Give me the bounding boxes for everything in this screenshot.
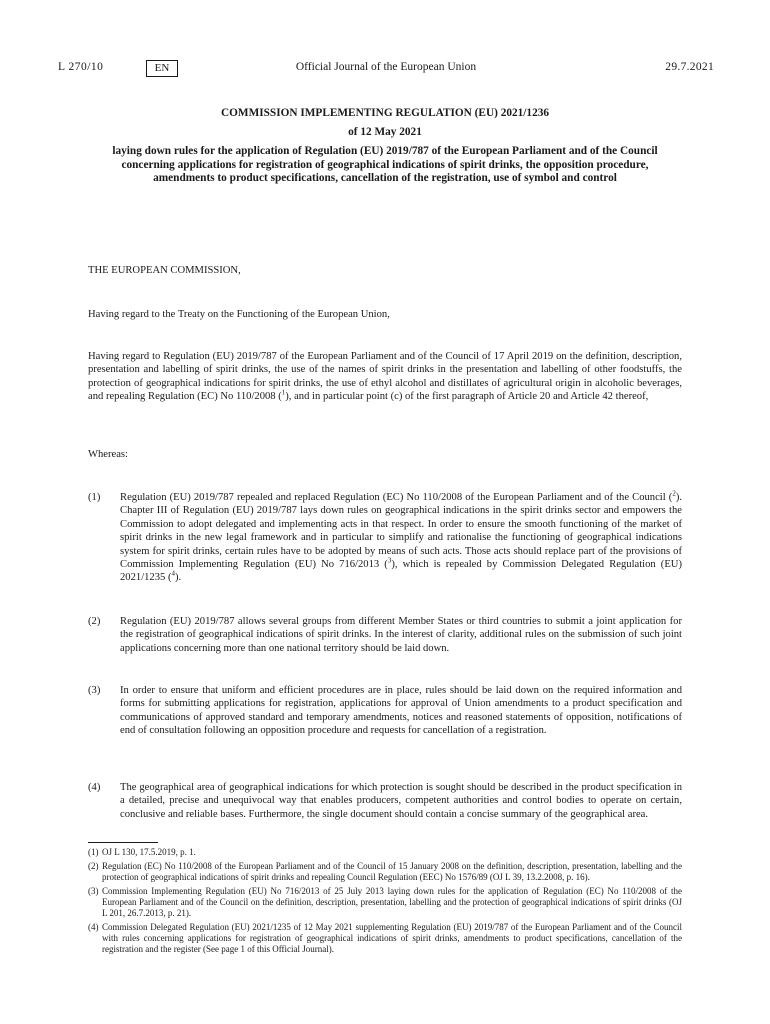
recital-2 xyxy=(88,615,682,655)
page-header xyxy=(58,60,714,78)
recital-number: (1) xyxy=(88,492,101,503)
recital-text: Regulation (EU) 2019/787 allows several groups from different Member States or third countries to submit a joint application for the registration of geographical indications of spirit drinks. In the interest of clarity, additional rules on the submission of such joint applications concerning more than one national territory should be laid down. xyxy=(120,616,682,654)
regulation-date: of 12 May 2021 xyxy=(348,125,422,138)
footnote-ref-3[interactable]: 3 xyxy=(387,556,392,565)
footnote-3 xyxy=(88,886,682,919)
recital-1 xyxy=(88,491,682,585)
recital-text: In order to ensure that uniform and efficient procedures are in place, rules should be laid down on the required information and forms for submitting applications for registration, applications for approval of Union amendments to a product specification and communications of approved standard and temporary amendments, notices and reasoned statements of opposition, notifications of end of consultation following an opposition procedure and requests for cancellation of a registration. xyxy=(120,685,682,737)
footnote-number: (1) xyxy=(88,847,99,857)
recital-1-text-c: ), which is repealed by Commission Delegated Regulation (EU) 2021/1235 ( xyxy=(120,559,682,584)
footnote-text: OJ L 130, 17.5.2019, p. 1. xyxy=(102,847,196,857)
regulation-title xyxy=(110,107,660,186)
regulation-number: COMMISSION IMPLEMENTING REGULATION (EU) 2021/1236 xyxy=(220,107,550,119)
recital-number: (2) xyxy=(88,616,101,627)
footnote-text: Commission Implementing Regulation (EU) No 716/2013 of 25 July 2013 laying down rules for the application of Regulation (EC) No 110/2008 of the European Parliament and of the Council on the definition, description, presentation, labelling and the protection of geographical indications of spirit drinks (OJ L 201, 26.7.2013, p. 21). xyxy=(102,886,682,918)
whereas-heading: Whereas: xyxy=(88,449,128,460)
footnote-1 xyxy=(88,847,682,858)
recital-number: (3) xyxy=(88,685,101,696)
recital-number: (4) xyxy=(88,782,101,793)
recital-3 xyxy=(88,684,682,738)
footnote-ref-4[interactable]: 4 xyxy=(171,569,175,578)
footnote-number: (2) xyxy=(88,861,99,871)
recital-1-text-a: Regulation (EU) 2019/787 repealed and replaced Regulation (EC) No 110/2008 of the European Parliament and of the Council ( xyxy=(120,492,673,503)
recital-text xyxy=(120,491,682,585)
recital-1-text-b: ). Chapter III of Regulation (EU) 2019/787 lays down rules on geographical indications in the spirit drinks sector and empowers the Commission to adopt delegated and implementing acts in that respect. In order to ensure the smooth functioning of the market of spirit drinks in the new legal framework and in particular to simplify and rationalise the functioning of geographical indications system for spirit drinks, certain rules have to be adopted by means of such acts. Those acts should replace part of the provisions of Commission Implementing Regulation (EU) No 716/2013 ( xyxy=(120,492,682,571)
footnote-4 xyxy=(88,922,682,955)
footnote-text: Commission Delegated Regulation (EU) 2021/1235 of 12 May 2021 supplementing Regulation (EU) 2019/787 of the European Parliament and of the Council with rules concerning applications for registration of geographical indications of spirit drinks, amendments to product specifications, cancellation of the registration and the register (See page 1 of this Official Journal). xyxy=(102,922,682,954)
language-badge: EN xyxy=(146,60,178,77)
having-regard-regulation xyxy=(88,350,682,404)
having-regard-text-b: ), and in particular point (c) of the first paragraph of Article 20 and Article 42 thereof, xyxy=(285,391,649,403)
footnote-text: Regulation (EC) No 110/2008 of the European Parliament and of the Council of 15 January 2008 on the definition, description, presentation, labelling and the protection of geographical indications of spirit drinks and repealing Council Regulation (EEC) No 1576/89 (OJ L 39, 13.2.2008, p. 16). xyxy=(102,861,682,882)
footnote-divider xyxy=(88,842,158,843)
regulation-subject: laying down rules for the application of Regulation (EU) 2019/787 of the European Parliament and of the Council concerning applications for registration of geographical indications of spirit drinks, the opposition procedure, amendments to product specifications, cancellation of the registration, use of symbol and control xyxy=(112,145,658,184)
having-regard-text-a: Having regard to Regulation (EU) 2019/787 of the European Parliament and of the Council of 17 April 2019 on the definition, description, presentation and labelling of spirit drinks, the use of the names of spirit drinks in the presentation and labelling of other foodstuffs, the protection of geographical indications for spirit drinks, the use of ethyl alcohol and distillates of agricultural origin in alcoholic beverages, and repealing Regulation (EC) No 110/2008 ( xyxy=(88,351,682,403)
commission-heading: THE EUROPEAN COMMISSION, xyxy=(88,265,241,276)
publication-date: 29.7.2021 xyxy=(665,61,714,73)
having-regard-treaty: Having regard to the Treaty on the Functioning of the European Union, xyxy=(88,309,390,320)
recital-1-text-d: ). xyxy=(175,572,182,584)
recital-text: The geographical area of geographical indications for which protection is sought should be described in the product specification in a detailed, precise and unequivocal way that enables producers, competent authorities and control bodies to operate on certain, conclusive and reliable bases. Furthermore, the single document should contain a concise summary of the geographical area. xyxy=(120,782,682,820)
footnote-ref-1[interactable]: 1 xyxy=(281,388,286,397)
footnote-ref-2[interactable]: 2 xyxy=(672,489,676,498)
recital-4 xyxy=(88,781,682,821)
footnote-number: (3) xyxy=(88,886,99,896)
footnote-number: (4) xyxy=(88,922,99,932)
journal-title: Official Journal of the European Union xyxy=(295,61,477,73)
footnotes xyxy=(88,847,682,958)
page-reference: L 270/10 xyxy=(58,61,104,73)
footnote-2 xyxy=(88,861,682,883)
